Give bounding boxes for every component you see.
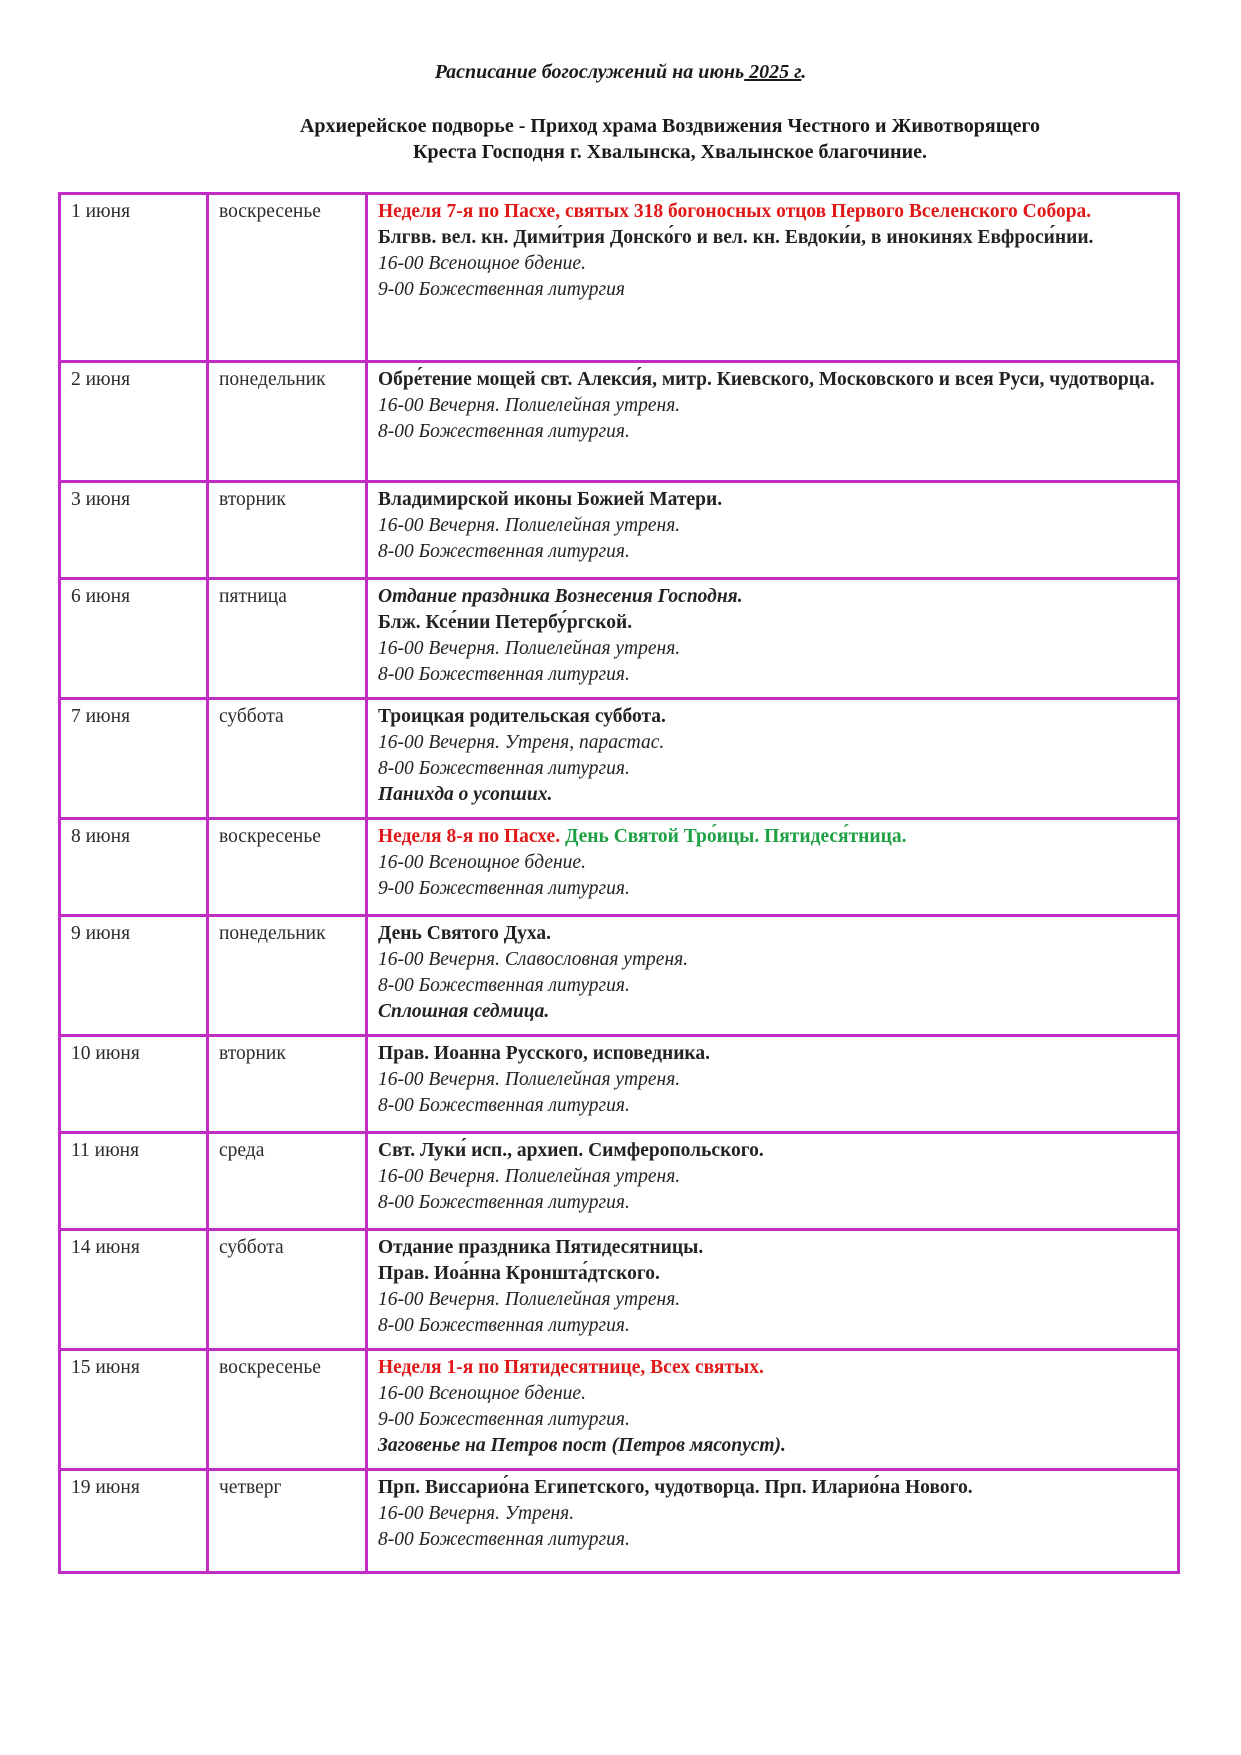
service-line: 8-00 Божественная литургия. bbox=[378, 421, 630, 442]
note-line: Сплошная седмица. bbox=[378, 1001, 550, 1022]
schedule-row bbox=[60, 194, 1179, 362]
service-cell bbox=[367, 1036, 1179, 1133]
commemoration-line: Владимирской иконы Божией Матери. bbox=[378, 489, 723, 510]
service-line: 8-00 Божественная литургия. bbox=[378, 1192, 630, 1213]
schedule-row bbox=[60, 699, 1179, 819]
schedule-row bbox=[60, 1230, 1179, 1350]
schedule-row bbox=[60, 482, 1179, 579]
schedule-row bbox=[60, 916, 1179, 1036]
date-cell: 10 июня bbox=[60, 1036, 208, 1133]
service-line: 9-00 Божественная литургия. bbox=[378, 878, 630, 899]
date-cell: 19 июня bbox=[60, 1470, 208, 1573]
service-line: 8-00 Божественная литургия. bbox=[378, 975, 630, 996]
service-cell bbox=[367, 1133, 1179, 1230]
service-line: 16-00 Вечерня. Полиелейная утреня. bbox=[378, 515, 681, 536]
service-line: 16-00 Всенощное бдение. bbox=[378, 1383, 586, 1404]
service-line: 16-00 Вечерня. Полиелейная утреня. bbox=[378, 1166, 681, 1187]
schedule-row bbox=[60, 362, 1179, 482]
schedule-row bbox=[60, 1133, 1179, 1230]
service-cell bbox=[367, 819, 1179, 916]
schedule-body bbox=[60, 194, 1179, 1573]
service-cell bbox=[367, 1350, 1179, 1470]
service-cell bbox=[367, 579, 1179, 699]
service-line: 8-00 Божественная литургия. bbox=[378, 1095, 630, 1116]
date-cell: 8 июня bbox=[60, 819, 208, 916]
service-line: 16-00 Вечерня. Полиелейная утреня. bbox=[378, 1069, 681, 1090]
schedule-row bbox=[60, 1036, 1179, 1133]
service-line: 16-00 Вечерня. Полиелейная утреня. bbox=[378, 638, 681, 659]
service-line: 8-00 Божественная литургия. bbox=[378, 1529, 630, 1550]
sunday-title: Неделя 8-я по Пасхе. bbox=[378, 826, 561, 847]
sunday-title: Неделя 1-я по Пятидесятнице, Всех святых. bbox=[378, 1357, 764, 1378]
weekday-cell: понедельник bbox=[208, 362, 367, 482]
service-cell bbox=[367, 1230, 1179, 1350]
note-line: Заговенье на Петров пост (Петров мясопуст). bbox=[378, 1435, 786, 1456]
commemoration-line: Свт. Луки́ исп., архиеп. Симферопольского. bbox=[378, 1140, 764, 1161]
commemoration-line: Троицкая родительская суббота. bbox=[378, 706, 666, 727]
weekday-cell: среда bbox=[208, 1133, 367, 1230]
feast-line bbox=[378, 824, 1169, 850]
service-line: 9-00 Божественная литургия. bbox=[378, 1409, 630, 1430]
weekday-cell: суббота bbox=[208, 699, 367, 819]
service-line: 8-00 Божественная литургия. bbox=[378, 758, 630, 779]
commemoration-line: День Святого Духа. bbox=[378, 923, 551, 944]
subtitle-line-2: Креста Господня г. Хвалынска, Хвалынское благочиние. bbox=[413, 141, 927, 163]
service-line: 16-00 Вечерня. Полиелейная утреня. bbox=[378, 395, 681, 416]
title-end: . bbox=[801, 61, 807, 83]
date-cell: 6 июня bbox=[60, 579, 208, 699]
weekday-cell: воскресенье bbox=[208, 819, 367, 916]
commemoration-line: Прав. Иоа́нна Кроншта́дтского. bbox=[378, 1263, 660, 1284]
date-cell: 11 июня bbox=[60, 1133, 208, 1230]
service-cell bbox=[367, 699, 1179, 819]
schedule-row bbox=[60, 1350, 1179, 1470]
schedule-row bbox=[60, 819, 1179, 916]
weekday-cell: пятница bbox=[208, 579, 367, 699]
schedule-row bbox=[60, 1470, 1179, 1573]
service-cell bbox=[367, 1470, 1179, 1573]
parish-subtitle bbox=[0, 113, 1241, 165]
weekday-cell: воскресенье bbox=[208, 194, 367, 362]
service-cell bbox=[367, 194, 1179, 362]
service-line: 16-00 Вечерня. Утреня. bbox=[378, 1503, 575, 1524]
sunday-title: Неделя 7-я по Пасхе, святых 318 богоносных отцов Первого Вселенского Собора. bbox=[378, 201, 1092, 222]
date-cell: 1 июня bbox=[60, 194, 208, 362]
service-line: 16-00 Всенощное бдение. bbox=[378, 852, 586, 873]
commemoration-line: Обре́тение мощей свт. Алекси́я, митр. Киевского, Московского и всея Руси, чудотворца. bbox=[378, 369, 1155, 390]
date-cell: 3 июня bbox=[60, 482, 208, 579]
note-line: Отдание праздника Вознесения Господня. bbox=[378, 586, 743, 607]
service-cell bbox=[367, 362, 1179, 482]
service-cell bbox=[367, 482, 1179, 579]
service-line: 8-00 Божественная литургия. bbox=[378, 1315, 630, 1336]
commemoration-line: Прав. Иоанна Русского, исповедника. bbox=[378, 1043, 710, 1064]
title-year: 2025 г bbox=[744, 61, 802, 83]
service-line: 8-00 Божественная литургия. bbox=[378, 541, 630, 562]
commemoration-line: Прп. Виссарио́на Египетского, чудотворца. Прп. Иларио́на Нового. bbox=[378, 1477, 973, 1498]
weekday-cell: вторник bbox=[208, 1036, 367, 1133]
title-main: Расписание богослужений на июнь bbox=[434, 61, 745, 83]
commemoration-line: Отдание праздника Пятидесятницы. bbox=[378, 1237, 704, 1258]
service-line: 16-00 Всенощное бдение. bbox=[378, 253, 586, 274]
date-cell: 7 июня bbox=[60, 699, 208, 819]
service-line: 16-00 Вечерня. Славословная утреня. bbox=[378, 949, 689, 970]
commemoration-line: Блгвв. вел. кн. Дими́трия Донско́го и вел. кн. Евдоки́и, в инокинях Евфроси́нии. bbox=[378, 227, 1094, 248]
service-line: 16-00 Вечерня. Утреня, парастас. bbox=[378, 732, 665, 753]
date-cell: 15 июня bbox=[60, 1350, 208, 1470]
weekday-cell: четверг bbox=[208, 1470, 367, 1573]
weekday-cell: воскресенье bbox=[208, 1350, 367, 1470]
page-title bbox=[0, 60, 1241, 84]
service-line: 9-00 Божественная литургия bbox=[378, 279, 625, 300]
date-cell: 14 июня bbox=[60, 1230, 208, 1350]
service-line: 8-00 Божественная литургия. bbox=[378, 664, 630, 685]
service-cell bbox=[367, 916, 1179, 1036]
subtitle-line-1: Архиерейское подворье - Приход храма Воздвижения Честного и Животворящего bbox=[299, 115, 1041, 137]
weekday-cell: понедельник bbox=[208, 916, 367, 1036]
weekday-cell: вторник bbox=[208, 482, 367, 579]
schedule-table bbox=[58, 192, 1180, 1574]
date-cell: 2 июня bbox=[60, 362, 208, 482]
commemoration-line: Блж. Ксе́нии Петербу́ргской. bbox=[378, 612, 633, 633]
weekday-cell: суббота bbox=[208, 1230, 367, 1350]
trinity-title: День Святой Тро́ицы. Пятидеся́тница. bbox=[560, 826, 907, 847]
schedule-row bbox=[60, 579, 1179, 699]
note-line: Паниxда о усопших. bbox=[378, 784, 553, 805]
service-line: 16-00 Вечерня. Полиелейная утреня. bbox=[378, 1289, 681, 1310]
date-cell: 9 июня bbox=[60, 916, 208, 1036]
